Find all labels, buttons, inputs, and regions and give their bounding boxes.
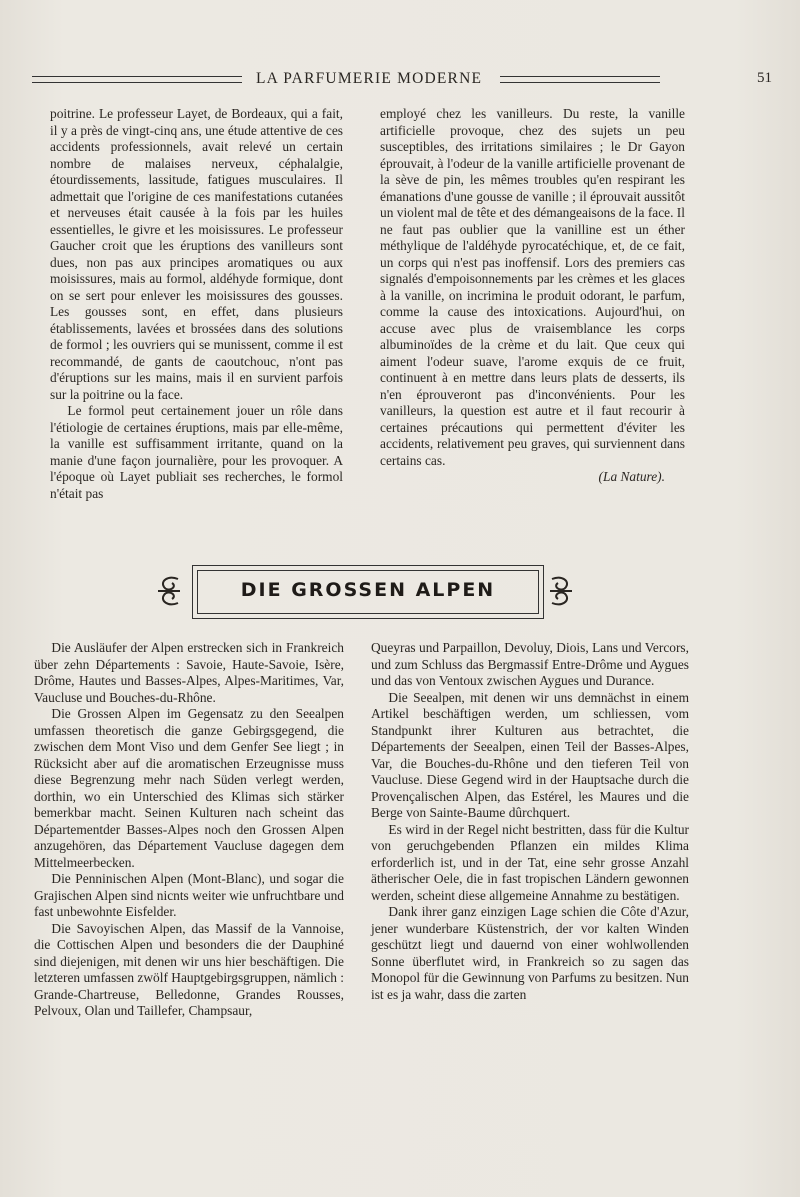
header-rule-left [32, 76, 242, 83]
article2-column-right [371, 640, 689, 1003]
article1-column-right [380, 106, 685, 486]
paragraph: Die Seealpen, mit denen wir uns demnächst in einem Artikel beschäftigen werden, um schliessen, vom Standpunkt ihrer Kulturen aus betrachtet, die Départements der Seealpen, einen Teil der Basses-Alpes, Var, die Bouches-du-Rhône und den tieferen Teil von Vaucluse. Diese Gegend wird in der Hauptsache durch die Provençalischen Alpen, das Estérel, les Maures und die Berge von Sainte-Baume dûrchquert. [371, 689, 689, 820]
source-citation: (La Nature). [598, 469, 665, 484]
section-heading [150, 565, 580, 621]
paragraph: poitrine. Le professeur Layet, de Bordeaux, qui a fait, il y a près de vingt-cinq ans, une étude attentive de ces accidents professionnels, avait relevé un certain nombre de malaises nerveux, céphalalgie, étourdissements, lassitude, fatigues musculaires. Il admettait que l'origine de ces manifestations cutanées et nerveuses était causée à la fois par les huiles essentielles, le givre et les moisissures. Le professeur Gaucher croit que les éruptions des vanilleurs sont dues, non pas aux principes aromatiques ou aux moisissures, mais au formol, aldéhyde formique, dont on se sert pour enlever les moisissures des gousses. Les gousses sont, en effet, dans plusieurs établissements, lavées et brossées dans des solutions de formol ; les ouvriers qui se munissent, comme il est recommandé, de gants de caoutchouc, n'ont pas d'éruptions sur les mains, mais il en survient parfois sur la poitrine ou la face. [50, 106, 343, 402]
heading-frame [192, 565, 544, 619]
running-header [32, 70, 772, 92]
paragraph: Dank ihrer ganz einzigen Lage schien die Côte d'Azur, jener wunderbare Küstenstrich, der vor kalten Winden geschützt liegt und dauernd von einer wohlwollenden Sonne überflutet wird, in Frankreich so zu sagen das Monopol für die Gewinnung von Parfums zu besitzen. Nun ist es ja wahr, dass die zarten [371, 904, 689, 1002]
article1-column-left [50, 106, 343, 502]
paragraph: Le formol peut certainement jouer un rôle dans l'étiologie de certaines éruptions, mais par elle-même, la vanille est suffisamment irritante, quand on la manie d'une façon journalière, pour les provoquer. A l'époque où Layet publiait ses recherches, le formol n'était pas [50, 403, 343, 501]
paragraph: Es wird in der Regel nicht bestritten, dass für die Kultur von geruchgebenden Pflanzen ein mildes Klima erforderlich ist, und in der Tat, eine sehr grosse Anzahl ätherischer Oele, die in fast tropischen Ländern gewonnen werden, scheint diese allgemeine Annahme zu bestätigen. [371, 821, 689, 903]
running-title: LA PARFUMERIE MODERNE [256, 70, 483, 87]
header-rule-right [500, 76, 660, 83]
article-title: DIE GROSSEN ALPEN [240, 579, 496, 601]
paragraph: Die Savoyischen Alpen, das Massif de la Vannoise, die Cottischen Alpen und besonders die der Dauphiné sind diejenigen, mit denen wir uns hier beschäftigen. Die letzteren umfassen zwölf Hauptgebirgsgruppen, nämlich : Grande-Chartreuse, Belledonne, Grandes Rousses, Pelvoux, Olan und Taillefer, Champsaur, [34, 920, 344, 1018]
paragraph: employé chez les vanilleurs. Du reste, la vanille artificielle provoque, chez des sujets un peu susceptibles, des irritations similaires ; le Dr Gayon éprouvait, à l'odeur de la vanille artificielle provenant de la sève de pin, les mêmes troubles qu'en respirant les émanations d'une gousse de vanille ; il éprouvait aussitôt un violent mal de tête et des démangeaisons de la face. Il ne faut pas oublier que la vanilline est un éther méthylique de l'aldéhyde pyrocatéchique, et, de ce fait, un corps qui n'est pas inoffensif. Lors des premiers cas signalés d'empoisonnements par les crèmes et les glaces à la vanille, on incrimina le produit odorant, le parfum, comme la cause des intoxications. Aujourd'hui, on accuse avec plus de vraisemblance les corps albuminoïdes de la crème et du lait. Que ceux qui aiment l'odeur suave, l'arome exquis de ce fruit, continuent à en mettre dans leurs plats de desserts, ils n'en éprouveront pas d'inconvénients. Pour les vanilleurs, la question est autre et il faut recourir à certaines précautions qui permettent d'éviter les accidents, relativement peu graves, qui surviennent dans certains cas. [380, 106, 685, 468]
paragraph: Queyras und Parpaillon, Devoluy, Diois, Lans und Vercors, und zum Schluss das Bergmassif Entre-Drôme und Aygues und das von Ventoux zwischen Aygues und Durance. [371, 640, 689, 688]
page-number: 51 [757, 70, 772, 86]
article2-column-left [34, 640, 344, 1020]
paragraph: Die Grossen Alpen im Gegensatz zu den Seealpen umfassen theoretisch die ganze Gebirgsgegend, die zwischen dem Mont Viso und dem Genfer See liegt ; in Rücksicht aber auf die aromatischen Erzeugnisse muss diese Begrenzung mehr nach Süden verlegt werden, dorthin, wo ein Unterschied des Klimas sich stärker bemerkbar macht. Seinen Kulturen nach scheint das Départementder Basses-Alpes noch den Grossen Alpen anzugehören, das Département Vaucluse dagegen dem Mittelmeerbecken. [34, 706, 344, 870]
paragraph: Die Ausläufer der Alpen erstrecken sich in Frankreich über zehn Départements : Savoie, Haute-Savoie, Isère, Drôme, Hautes und Basses-Alpes, Alpes-Maritimes, Var, Vaucluse und Bouches-du-Rhône. [34, 640, 344, 705]
fleuron-left-icon [152, 573, 184, 609]
paragraph: Die Penninischen Alpen (Mont-Blanc), und sogar die Grajischen Alpen sind nicnts weiter wie unfruchtbare und fast unbewohnte Eisfelder. [34, 871, 344, 919]
fleuron-right-icon [546, 573, 578, 609]
